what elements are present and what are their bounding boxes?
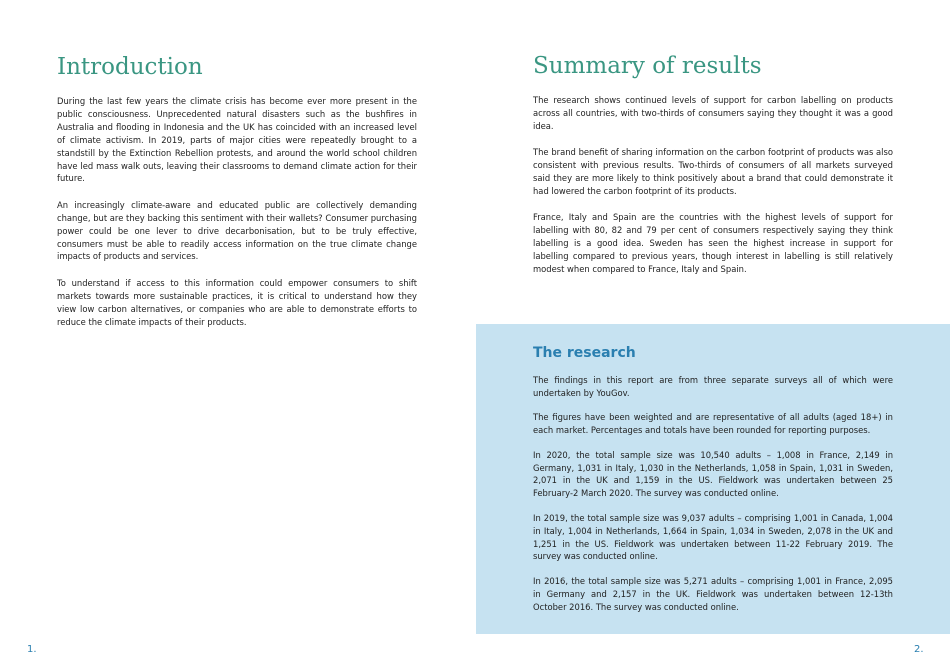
research-paragraph-4: In 2019, the total sample size was 9,037 adults – comprising 1,001 in Canada, 1,004 in Italy, 1,004 in Netherlands, 1,664 in Spain, 1,034 in Sweden, 2,078 in the UK and 1,251 in the US. Fieldwork was undertaken between 11-22 February 2019. The survey was conducted online.	[533, 512, 893, 562]
research-box	[476, 324, 950, 634]
research-content	[533, 343, 893, 625]
research-paragraph-1: The findings in this report are from three separate surveys all of which were undertaken by YouGov.	[533, 375, 893, 398]
research-paragraph-2: The figures have been weighted and are representative of all adults (aged 18+) in each market. Percentages and totals have been rounded for reporting purposes.	[533, 412, 893, 436]
introduction-heading: Introduction	[57, 54, 203, 80]
introduction-section	[57, 52, 417, 342]
summary-paragraph-1: The research shows continued levels of support for carbon labelling on products across all countries, with two-thirds of consumers saying they thought it was a good idea.	[533, 95, 893, 131]
research-paragraph-3: In 2020, the total sample size was 10,540 adults – 1,008 in France, 2,149 in Germany, 1,031 in Italy, 1,030 in the Netherlands, 1,058 in Spain, 1,031 in Sweden, 2,071 in the UK and 1,159 in the US. Fieldwork was undertaken between 25 February-2 March 2020. The survey was conducted online.	[533, 449, 893, 499]
research-paragraph-5: In 2016, the total sample size was 5,271 adults – comprising 1,001 in France, 2,095 in Germany and 2,157 in the UK. Fieldwork was undertaken between 12-13th October 2016. The survey was conducted online.	[533, 575, 893, 612]
summary-heading: Summary of results	[533, 53, 762, 79]
introduction-paragraph-1: During the last few years the climate crisis has become ever more present in the public consciousness. Unprecedented natural disasters such as the bushfires in Australia and flooding in Indonesia and the UK has coincided with an increased level of climate activism. In 2019, parts of major cities were repeatedly brought to a standstill by the Extinction Rebellion protests, and around the world school children have led mass walk outs, leaving their classrooms to demand climate action for their future.	[57, 96, 417, 184]
page-number-left: 1.	[27, 644, 37, 655]
introduction-paragraph-2: An increasingly climate-aware and educated public are collectively demanding change, but are they backing this sentiment with their wallets? Consumer purchasing power could be one lever to drive decarbonisation, but to be truly effective, consumers must be able to readily access information on the true climate change impacts of products and services.	[57, 199, 417, 262]
summary-paragraph-2: The brand benefit of sharing information on the carbon footprint of products was also consistent with previous results. Two-thirds of consumers of all markets surveyed said they are more likely to think positively about a brand that could demonstrate it had lowered the carbon footprint of its products.	[533, 147, 893, 196]
summary-section	[533, 51, 893, 289]
page-number-right: 2.	[914, 644, 924, 655]
research-heading: The research	[533, 345, 636, 361]
summary-paragraph-3: France, Italy and Spain are the countries with the highest levels of support for labelling with 80, 82 and 79 per cent of consumers respectively saying they think labelling is a good idea. Sweden has seen the highest increase in support for labelling compared to previous years, though interest in labelling is still relatively modest when compared to France, Italy and Spain.	[533, 212, 893, 274]
introduction-paragraph-3: To understand if access to this information could empower consumers to shift markets towards more sustainable practices, it is critical to understand how they view low carbon alternatives, or companies who are able to demonstrate efforts to reduce the climate impacts of their products.	[57, 277, 417, 327]
